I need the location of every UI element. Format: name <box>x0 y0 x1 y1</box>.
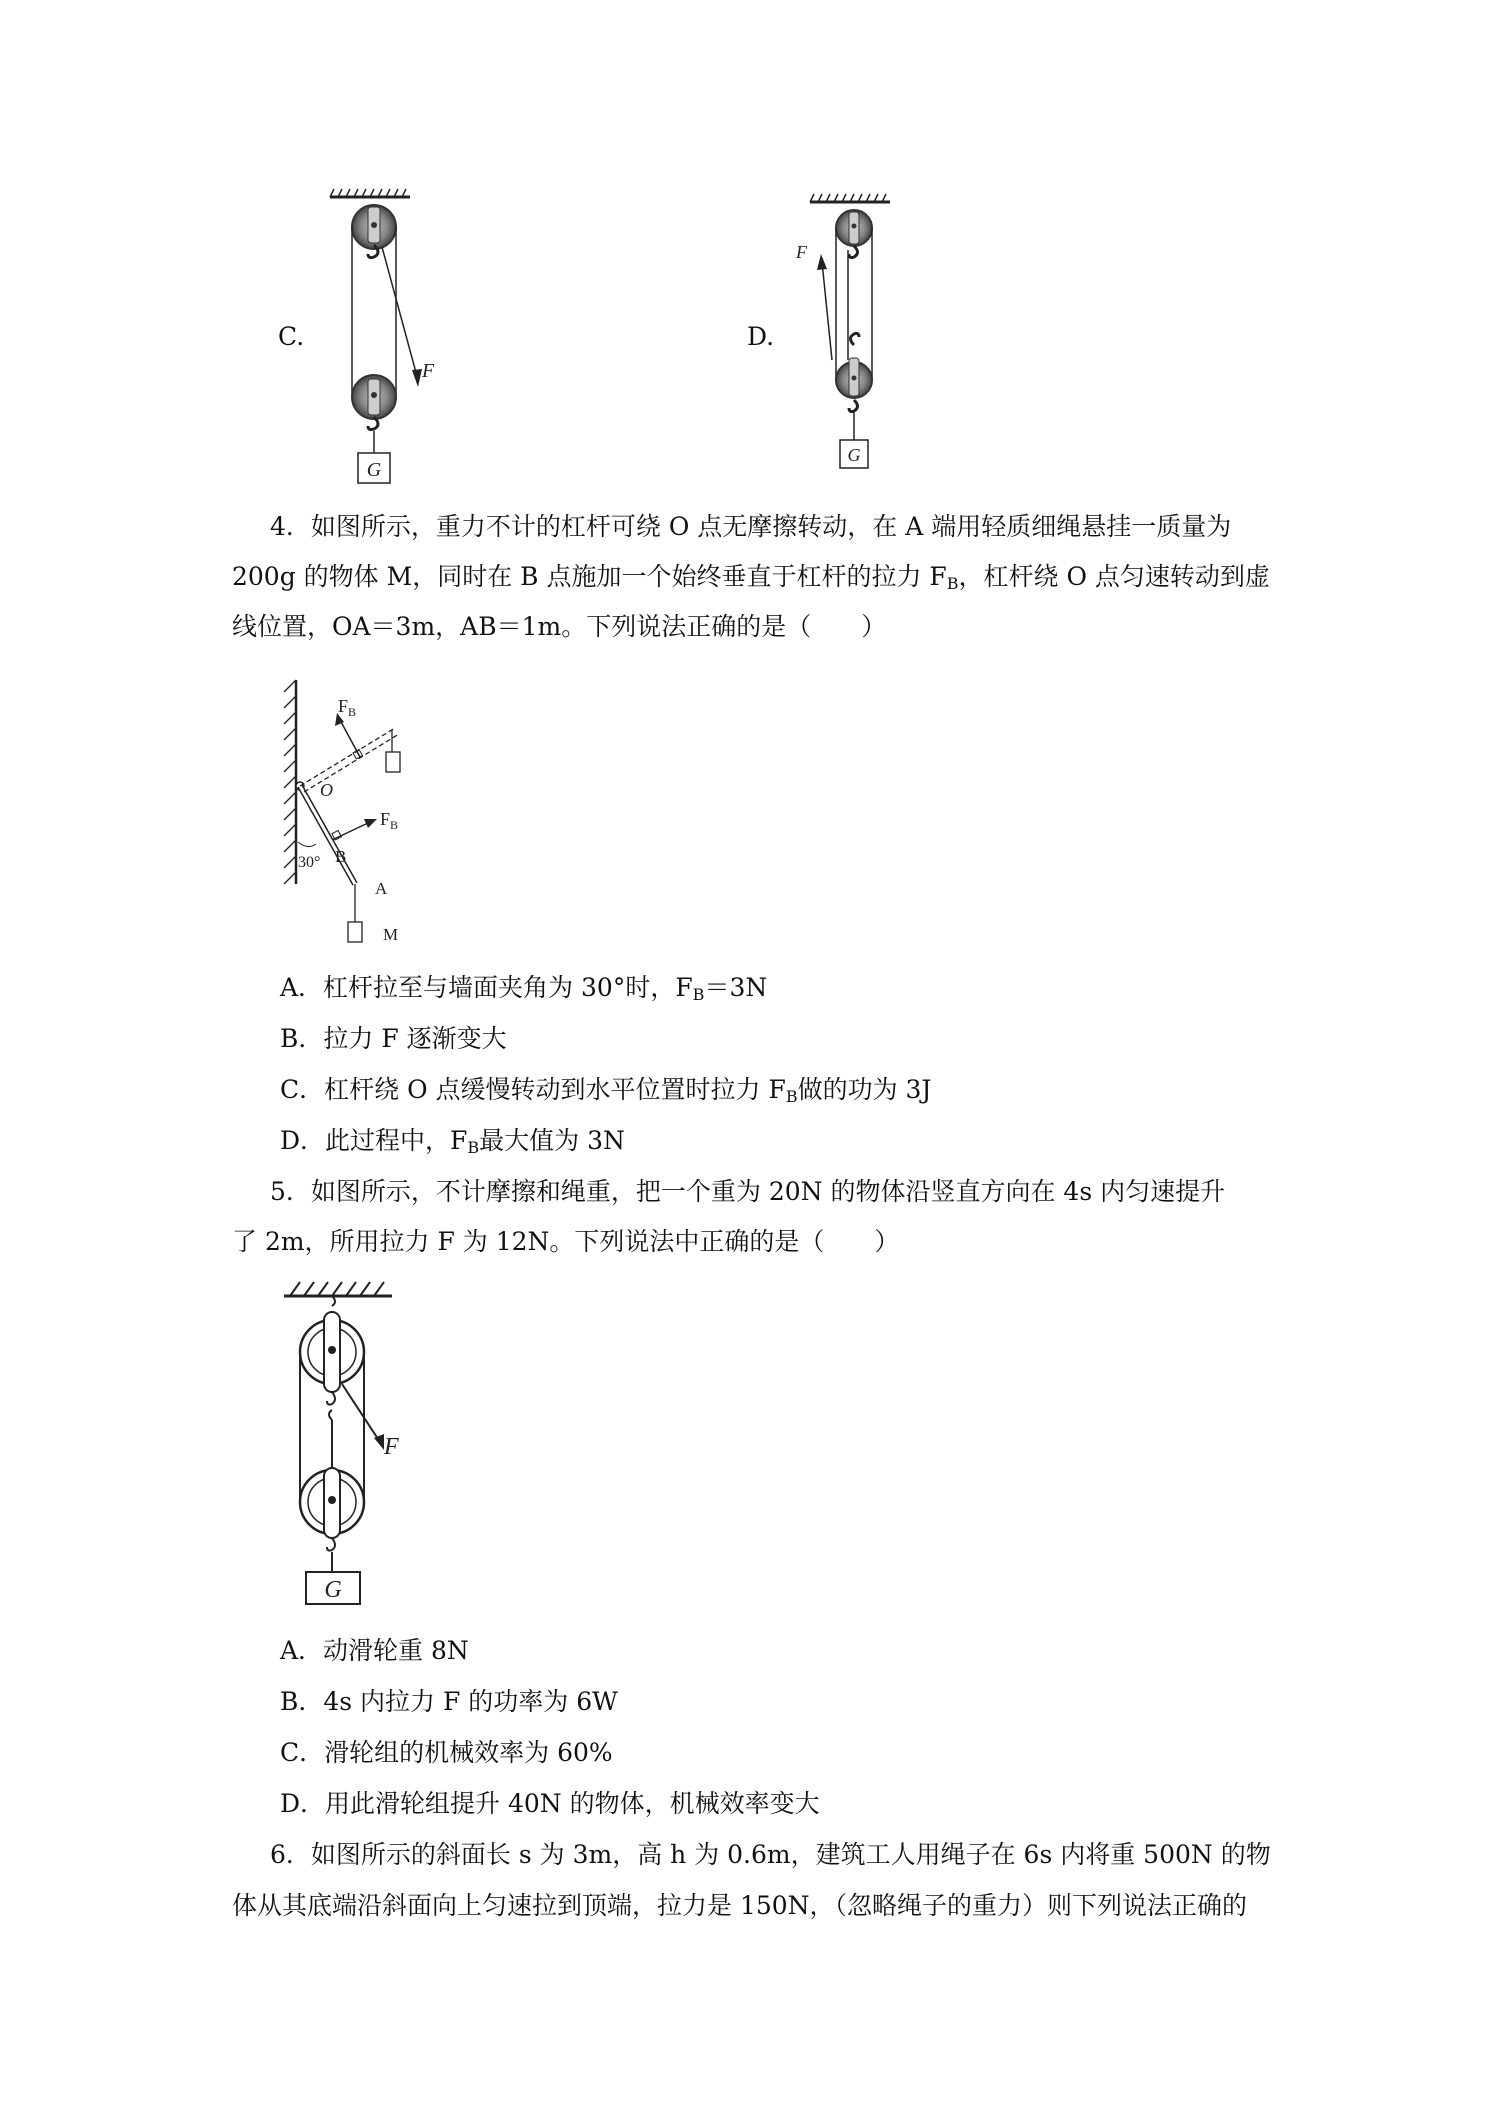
fb-label-lower: $F_B$ <box>380 809 399 832</box>
point-label-a: A <box>375 879 388 898</box>
q5-option-d[interactable]: D．用此滑轮组提升 40N 的物体，机械效率变大 <box>280 1789 820 1818</box>
q4-line-3: 线位置，OA＝3m，AB＝1m。下列说法正确的是（ ） <box>232 612 887 641</box>
q4-option-d[interactable]: D．此过程中，$F_B$最大值为 3N <box>280 1126 625 1157</box>
q5-option-c[interactable]: C．滑轮组的机械效率为 60% <box>280 1738 613 1767</box>
pivot-label-o: O <box>320 780 333 800</box>
force-label-q5: F <box>384 1434 399 1460</box>
q6-line-1: 6．如图所示的斜面长 s 为 3m，高 h 为 0.6m，建筑工人用绳子在 6s 内将重 500N 的物 <box>270 1840 1271 1869</box>
point-label-b: B <box>335 847 347 866</box>
mass-label-m: M <box>383 925 399 944</box>
option-d-label: D. <box>747 322 775 351</box>
q4-option-c[interactable]: C．杠杆绕 O 点缓慢转动到水平位置时拉力 $F_B$做的功为 3J <box>280 1075 932 1106</box>
q4-line-2: 200g 的物体 M，同时在 B 点施加一个始终垂直于杠杆的拉力 $F_B$，杠杆绕 O 点匀速转动到虚 <box>232 562 1270 593</box>
angle-label: 30° <box>298 854 321 871</box>
pulley-diagram-c <box>320 185 470 490</box>
force-label-c: F <box>422 360 435 382</box>
q4-option-b[interactable]: B．拉力 F 逐渐变大 <box>280 1024 507 1053</box>
force-label-d: F <box>796 242 807 262</box>
pulley-diagram-d <box>790 190 910 485</box>
q4-line-1: 4．如图所示，重力不计的杠杆可绕 O 点无摩擦转动，在 A 端用轻质细绳悬挂一质量为 <box>270 512 1232 541</box>
q5-option-a[interactable]: A．动滑轮重 8N <box>280 1636 469 1665</box>
q5-option-b[interactable]: B．4s 内拉力 F 的功率为 6W <box>280 1687 618 1716</box>
pulley-diagram-q5 <box>280 1272 420 1612</box>
q5-line-1: 5．如图所示，不计摩擦和绳重，把一个重为 20N 的物体沿竖直方向在 4s 内匀速提升 <box>270 1177 1226 1206</box>
lever-diagram <box>280 662 440 952</box>
q4-option-a[interactable]: A．杠杆拉至与墙面夹角为 30°时，$F_B=3N$ <box>280 973 768 1004</box>
weight-label-c: G <box>366 459 382 481</box>
weight-label-q5: G <box>324 1577 342 1603</box>
weight-label-d: G <box>847 445 861 465</box>
option-c-label: C. <box>278 322 305 351</box>
q5-line-2: 了 2m，所用拉力 F 为 12N。下列说法中正确的是（ ） <box>232 1227 900 1256</box>
q6-line-2: 体从其底端沿斜面向上匀速拉到顶端，拉力是 150N，（忽略绳子的重力）则下列说法正确的 <box>232 1891 1248 1920</box>
fb-label-upper: $F_B$ <box>338 696 357 719</box>
